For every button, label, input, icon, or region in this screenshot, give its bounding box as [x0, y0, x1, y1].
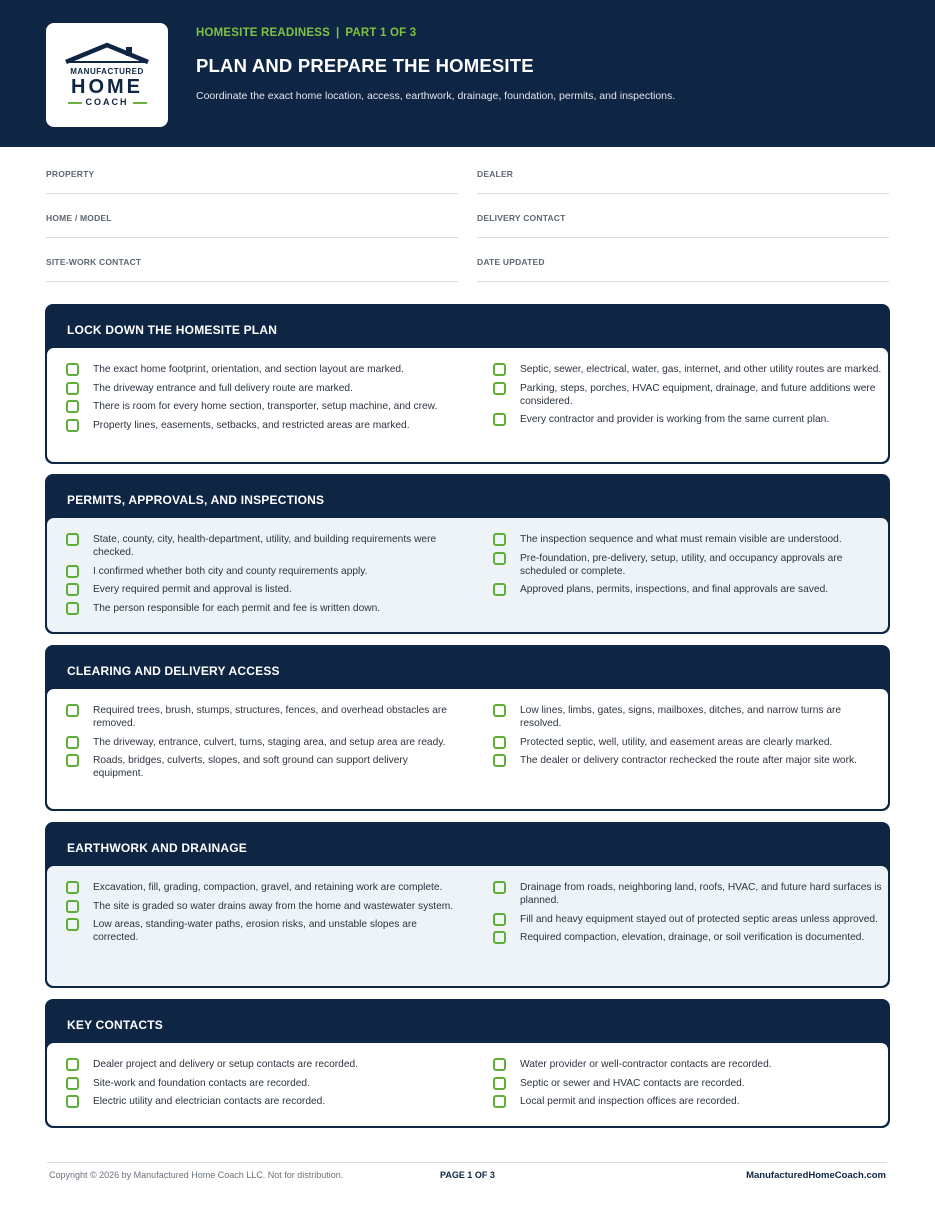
checkbox-icon[interactable] [66, 363, 79, 376]
checklist-item[interactable] [66, 1058, 456, 1071]
checklist-item[interactable] [66, 602, 456, 615]
checklist-column-left [66, 704, 456, 786]
section-title: EARTHWORK AND DRAINAGE [67, 841, 247, 855]
checkbox-icon[interactable] [493, 533, 506, 546]
checklist-item-text: Low lines, limbs, gates, signs, mailboxes, ditches, and narrow turns are resolved. [520, 705, 842, 729]
checklist-item[interactable] [66, 419, 456, 432]
checklist-item-text: Excavation, fill, grading, compaction, gravel, and retaining work are complete. [93, 882, 443, 893]
checklist-item[interactable] [66, 363, 456, 376]
checklist-item[interactable] [493, 1058, 883, 1071]
page-header [0, 0, 935, 147]
section-clearing-access [45, 645, 890, 811]
checkbox-icon[interactable] [66, 918, 79, 931]
checkbox-icon[interactable] [66, 754, 79, 767]
checklist-column-right [493, 704, 883, 773]
checkbox-icon[interactable] [493, 413, 506, 426]
checklist-item[interactable] [493, 382, 883, 408]
section-title: KEY CONTACTS [67, 1018, 163, 1032]
checklist-item[interactable] [66, 754, 456, 780]
footer-divider [47, 1162, 887, 1163]
checklist-item[interactable] [493, 754, 893, 767]
checkbox-icon[interactable] [66, 400, 79, 413]
home-model-label: HOME / MODEL [46, 213, 112, 223]
page-title: PLAN AND PREPARE THE HOMESITE [196, 55, 534, 76]
checklist-item[interactable] [493, 913, 883, 926]
checklist-item[interactable] [493, 363, 883, 376]
checkbox-icon[interactable] [493, 704, 506, 717]
checklist-item[interactable] [66, 533, 456, 559]
checkbox-icon[interactable] [66, 602, 79, 615]
checklist-item-text: Pre-foundation, pre-delivery, setup, utility, and occupancy approvals are scheduled or complete. [520, 552, 843, 577]
checklist-item-text: Property lines, easements, setbacks, and restricted areas are marked. [93, 419, 410, 431]
checklist-item-text: Every contractor and provider is working from the same current plan. [520, 414, 830, 425]
checkbox-icon[interactable] [493, 931, 506, 944]
checklist-item-text: Protected septic, well, utility, and easement areas are clearly marked. [520, 736, 833, 748]
checklist-item[interactable] [66, 736, 456, 749]
checklist-item-text: Required trees, brush, stumps, structures, fences, and overhead obstacles are removed. [93, 705, 447, 729]
checklist-item[interactable] [493, 881, 883, 907]
checkbox-icon[interactable] [493, 363, 506, 376]
checklist-item-text: Required compaction, elevation, drainage, or soil verification is documented. [520, 932, 865, 943]
eyebrow [196, 27, 416, 39]
logo-dash-right [133, 102, 147, 104]
home-model-field[interactable] [46, 194, 458, 238]
checklist-item-text: State, county, city, health-department, utility, and building requirements were checked. [93, 534, 437, 558]
section-body [47, 348, 888, 462]
checkbox-icon[interactable] [66, 419, 79, 432]
checkbox-icon[interactable] [66, 1058, 79, 1071]
property-field[interactable] [46, 150, 458, 194]
checklist-item-text: Fill and heavy equipment stayed out of protected septic areas unless approved. [520, 913, 878, 925]
checklist-item[interactable] [66, 900, 456, 913]
eyebrow-part: PART 1 OF 3 [345, 27, 417, 39]
checklist-item-text: Roads, bridges, culverts, slopes, and soft ground can support delivery equipment. [93, 755, 408, 779]
checklist-item-text: Septic or sewer and HVAC contacts are recorded. [520, 1077, 745, 1089]
site-work-contact-field[interactable] [46, 238, 458, 282]
checklist-column-right [493, 363, 883, 432]
section-permits [45, 474, 890, 634]
checklist-item-text: Site-work and foundation contacts are recorded. [93, 1077, 310, 1089]
checklist-item-text: The dealer or delivery contractor rechecked the route after major site work. [520, 755, 857, 766]
date-updated-label: DATE UPDATED [477, 257, 545, 267]
checklist-item[interactable] [66, 1077, 456, 1090]
checklist-item-text: Parking, steps, porches, HVAC equipment, drainage, and future additions were considered. [520, 382, 876, 407]
brand-logo [46, 23, 168, 127]
checkbox-icon[interactable] [493, 754, 506, 767]
checkbox-icon[interactable] [66, 1095, 79, 1108]
checklist-item[interactable] [66, 918, 456, 944]
checklist-item-text: The exact home footprint, orientation, and section layout are marked. [93, 364, 404, 375]
property-label: PROPERTY [46, 169, 95, 179]
checklist-item-text: I confirmed whether both city and county requirements apply. [93, 565, 368, 577]
eyebrow-topic: HOMESITE READINESS [196, 27, 330, 39]
checklist-item[interactable] [493, 704, 883, 730]
section-body [47, 1043, 888, 1126]
dealer-label: DEALER [477, 169, 514, 179]
checkbox-icon[interactable] [66, 583, 79, 596]
logo-dash-left [68, 102, 82, 104]
section-title: LOCK DOWN THE HOMESITE PLAN [67, 323, 278, 337]
site-work-contact-label: SITE-WORK CONTACT [46, 257, 142, 267]
checkbox-icon[interactable] [493, 1077, 506, 1090]
delivery-contact-field[interactable] [477, 194, 889, 238]
checkbox-icon[interactable] [66, 900, 79, 913]
logo-text-manufactured: MANUFACTURED [70, 67, 144, 76]
logo-text-coach [46, 97, 168, 107]
checkbox-icon[interactable] [66, 704, 79, 717]
checklist-item[interactable] [66, 565, 456, 578]
checklist-item-text: Drainage from roads, neighboring land, roofs, HVAC, and future hard surfaces is planned. [520, 882, 882, 906]
checklist-item-text: Low areas, standing-water paths, erosion risks, and unstable slopes are corrected. [93, 919, 417, 943]
house-roof-icon [62, 42, 152, 64]
checkbox-icon[interactable] [493, 1058, 506, 1071]
eyebrow-separator: | [335, 27, 340, 39]
checklist-item-text: Water provider or well-contractor contacts are recorded. [520, 1059, 772, 1070]
checkbox-icon[interactable] [66, 881, 79, 894]
checklist-item-text: Dealer project and delivery or setup contacts are recorded. [93, 1059, 359, 1070]
page-subtitle: Coordinate the exact home location, access, earthwork, drainage, foundation, permits, and inspections. [196, 90, 676, 102]
checklist-item[interactable] [66, 400, 456, 413]
checklist-item-text: The person responsible for each permit and fee is written down. [93, 602, 381, 614]
section-body [47, 689, 888, 809]
dealer-field[interactable] [477, 150, 889, 194]
checklist-item[interactable] [493, 413, 883, 426]
logo-text-home: HOME [71, 76, 143, 98]
footer-copyright: Copyright © 2026 by Manufactured Home Coach LLC. Not for distribution. [49, 1170, 344, 1180]
checkbox-icon[interactable] [66, 1077, 79, 1090]
checklist-item-text: The site is graded so water drains away from the home and wastewater system. [93, 900, 454, 912]
checklist-item[interactable] [493, 1095, 883, 1108]
checklist-item-text: Septic, sewer, electrical, water, gas, internet, and other utility routes are marked. [520, 364, 882, 375]
checklist-item[interactable] [493, 736, 883, 749]
checkbox-icon[interactable] [493, 913, 506, 926]
checklist-item[interactable] [66, 1095, 456, 1108]
checklist-item-text: Every required permit and approval is listed. [93, 584, 292, 595]
checkbox-icon[interactable] [493, 881, 506, 894]
checklist-column-right [493, 1058, 883, 1114]
checklist-item[interactable] [493, 583, 883, 596]
checkbox-icon[interactable] [493, 583, 506, 596]
checkbox-icon[interactable] [493, 552, 506, 565]
footer-website-link[interactable]: ManufacturedHomeCoach.com [746, 1170, 886, 1181]
checkbox-icon[interactable] [66, 533, 79, 546]
checklist-item-text: Electric utility and electrician contacts are recorded. [93, 1096, 326, 1107]
footer-page-number: PAGE 1 OF 3 [440, 1170, 495, 1180]
checklist-column-right [493, 881, 883, 950]
checklist-item[interactable] [66, 881, 456, 894]
checkbox-icon[interactable] [493, 382, 506, 395]
checklist-item[interactable] [493, 931, 883, 944]
checkbox-icon[interactable] [493, 1095, 506, 1108]
checklist-item[interactable] [493, 533, 883, 546]
checklist-item-text: Local permit and inspection offices are recorded. [520, 1096, 740, 1107]
section-key-contacts [45, 999, 890, 1128]
checklist-column-left [66, 1058, 456, 1114]
checklist-item[interactable] [493, 552, 883, 578]
checklist-item[interactable] [66, 382, 456, 395]
checklist-item[interactable] [66, 583, 456, 596]
logo-coach-word: COACH [85, 97, 129, 107]
checklist-column-left [66, 533, 456, 620]
date-updated-field[interactable] [477, 238, 889, 282]
checklist-item[interactable] [493, 1077, 883, 1090]
section-title: PERMITS, APPROVALS, AND INSPECTIONS [67, 493, 325, 507]
checklist-item-text: The driveway, entrance, culvert, turns, staging area, and setup area are ready. [93, 736, 446, 748]
checkbox-icon[interactable] [66, 382, 79, 395]
section-homesite-plan [45, 304, 890, 464]
checkbox-icon[interactable] [66, 565, 79, 578]
checklist-column-right [493, 533, 883, 602]
section-title: CLEARING AND DELIVERY ACCESS [67, 664, 280, 678]
section-body [47, 518, 888, 632]
checklist-column-left [66, 363, 456, 437]
delivery-contact-label: DELIVERY CONTACT [477, 213, 566, 223]
checklist-item-text: The driveway entrance and full delivery route are marked. [93, 382, 353, 394]
checklist-item-text: There is room for every home section, transporter, setup machine, and crew. [93, 401, 438, 412]
checklist-item-text: The inspection sequence and what must remain visible are understood. [520, 534, 842, 545]
section-body [47, 866, 888, 986]
checklist-item[interactable] [66, 704, 456, 730]
section-earthwork-drainage [45, 822, 890, 988]
checklist-column-left [66, 881, 456, 950]
checkbox-icon[interactable] [493, 736, 506, 749]
checkbox-icon[interactable] [66, 736, 79, 749]
checklist-item-text: Approved plans, permits, inspections, and final approvals are saved. [520, 584, 829, 595]
